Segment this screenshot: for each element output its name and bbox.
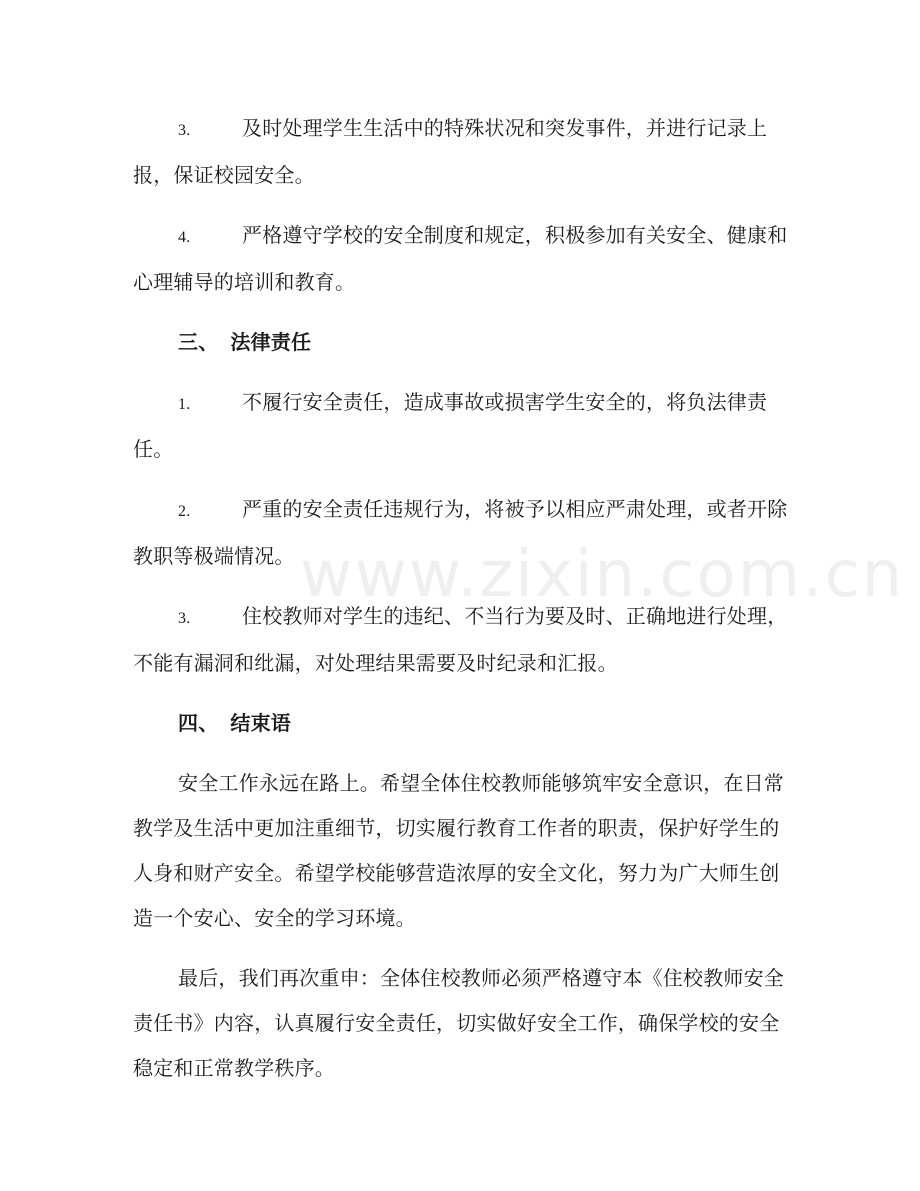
item-text: 及时处理学生生活中的特殊状况和突发事件，并进行记录上报，保证校园安全。 [133,116,768,187]
document-body [133,106,793,1106]
list-item [133,213,793,305]
paragraph: 安全工作永远在路上。希望全体住校教师能够筑牢安全意识，在日常教学及生活中更加注重细节，切实履行教育工作者的职责，保护好学生的人身和财产安全。希望学校能够营造浓厚的安全文化，努力为广大师生创造一个安心、安全的学习环境。 [133,771,784,930]
section-heading-conclusion [133,701,793,746]
item-number: 1. [178,396,191,413]
item-text: 严格遵守学校的安全制度和规定，积极参加有关安全、健康和心理辅导的培训和教育。 [133,223,788,294]
section-number: 三、 [178,330,219,354]
list-item [133,106,793,198]
list-item [133,380,793,472]
item-number: 4. [178,229,191,246]
section-title: 结束语 [230,711,292,735]
item-text: 不履行安全责任，造成事故或损害学生安全的，将负法律责任。 [133,390,768,461]
item-number: 2. [178,503,191,520]
list-item [133,594,793,686]
item-number: 3. [178,122,191,139]
section-title: 法律责任 [230,330,312,354]
paragraph: 最后，我们再次重申：全体住校教师必须严格遵守本《住校教师安全责任书》内容，认真履行安全责任，切实做好安全工作，确保学校的安全稳定和正常教学秩序。 [133,966,784,1080]
item-text: 住校教师对学生的违纪、不当行为要及时、正确地进行处理，不能有漏洞和纰漏，对处理结果需要及时纪录和汇报。 [133,604,788,675]
list-item [133,487,793,579]
item-text: 严重的安全责任违规行为，将被予以相应严肃处理，或者开除教职等极端情况。 [133,497,788,568]
item-number: 3. [178,610,191,627]
section-heading-legal-liability [133,320,793,365]
section-number: 四、 [178,711,219,735]
watermark: www.zixin.com.cn [300,538,905,612]
